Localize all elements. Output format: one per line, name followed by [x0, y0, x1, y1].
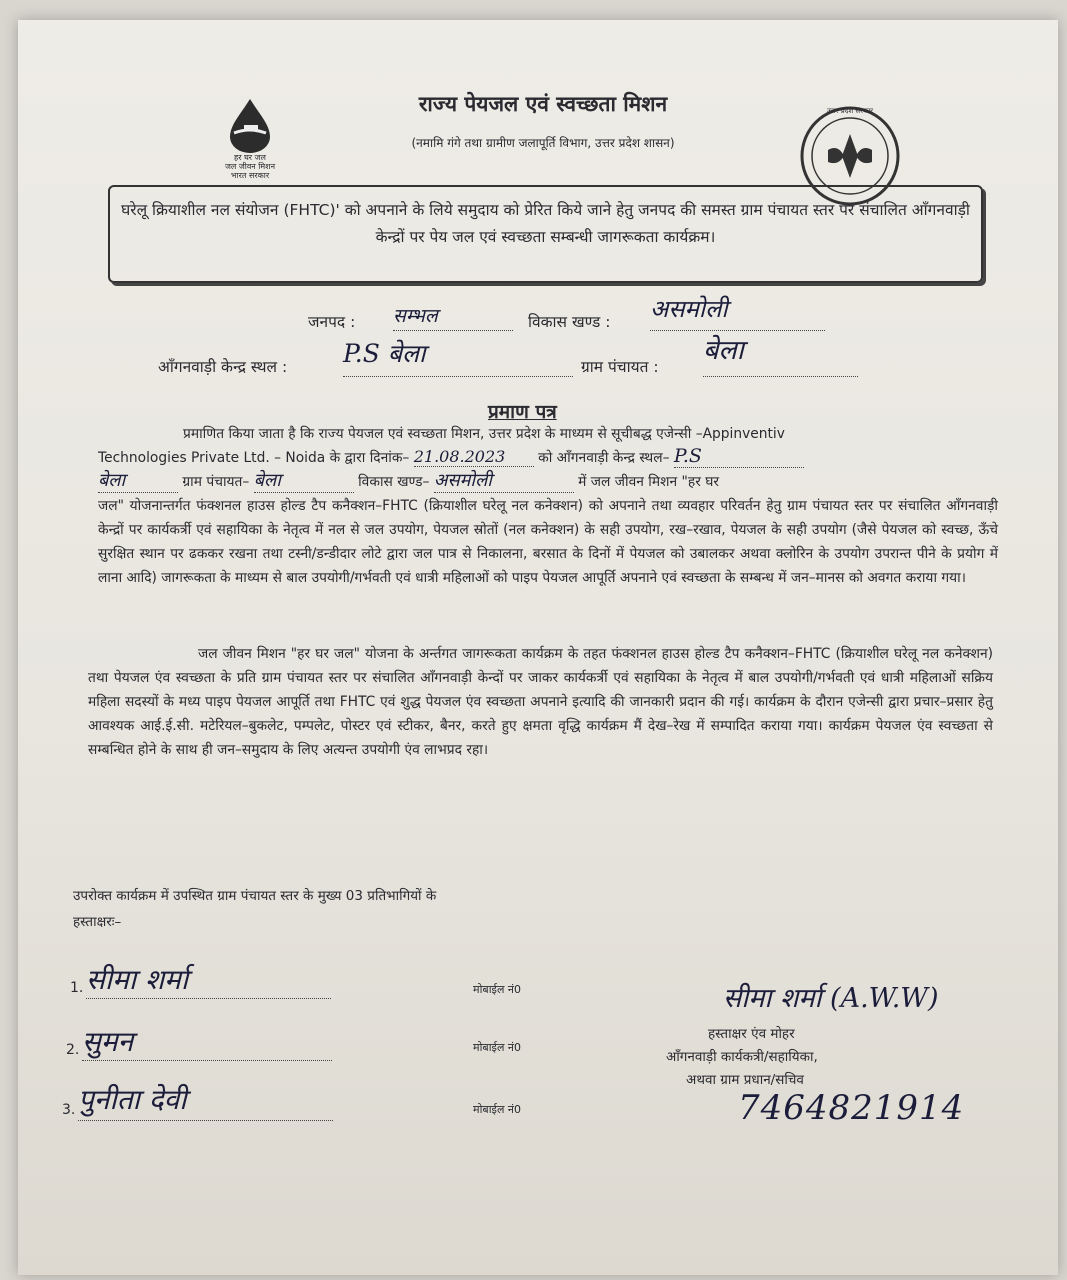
centre-value: P.S बेला — [343, 336, 573, 377]
participant-3-no: 3. — [62, 1102, 76, 1118]
program-box — [108, 185, 983, 283]
participant-2-signature: सुमन — [82, 1022, 332, 1061]
logo-caption-3: भारत सरकार — [230, 171, 270, 180]
participant-1-no: 1. — [70, 980, 84, 996]
para1-mission-text: में जल जीवन मिशन "हर घर — [578, 474, 720, 490]
para1-agency-text: Technologies Private Ltd. – Noida के द्वारा दिनांक– — [98, 450, 410, 466]
date-value: 21.08.2023 — [414, 447, 534, 467]
logo-caption-2: जल जीवन मिशन — [224, 162, 276, 171]
certificate-sheet — [18, 20, 1058, 1275]
signatory-line1: हस्ताक्षर एंव मोहर — [708, 1026, 795, 1042]
participants-sign-label: हस्ताक्षरः– — [73, 914, 122, 930]
district-label: जनपद : — [308, 313, 356, 331]
para1-centre-text: को ऑंगनवाड़ी केन्द्र स्थल– — [538, 450, 670, 466]
gp-value: बेला — [703, 330, 858, 377]
certificate-heading: प्रमाण पत्र — [488, 401, 557, 423]
para1-gp-text: ग्राम पंचायत– — [182, 474, 250, 490]
para1-line2 — [98, 445, 998, 468]
block-value: असमोली — [650, 292, 825, 331]
org-subtitle: (नमामि गंगे तथा ग्रामीण जलापूर्ति विभाग, उत्तर प्रदेश शासन) — [411, 136, 675, 150]
participant-1-mobile-label: मोबाईल नं0 — [473, 983, 522, 996]
participant-3-signature: पुनीता देवी — [78, 1080, 333, 1121]
signatory-phone: 7464821914 — [738, 1088, 965, 1128]
participant-2-mobile-label: मोबाईल नं0 — [473, 1041, 522, 1054]
centre-handwritten: P.S — [674, 445, 804, 468]
jal-jeevan-mission-logo — [200, 95, 300, 185]
para2-body: जल जीवन मिशन "हर घर जल" योजना के अर्न्तगत जागरूकता कार्यक्रम के तहत फंक्शनल हाउस होल्ड टैप कनैक्शन–FHTC (क्रियाशील घरेलू नल कनेक्शन) तथा पेयजल एंव स्वच्छता के प्रति ग्राम पंचायत स्तर पर संचालित ऑंगनवाड़ी केन्दों पर जाकर कार्यकर्त्री एवं सहायिका के नेतृत्व में बाल उपयोगी/गर्भवती एवं धात्री महिलाओं सक्रिय महिला सदस्यों के मध्य पाइप पेयजल आपूर्ति तथा FHTC एवं शुद्ध पेयजल एंव स्वच्छता अपनाने इत्यादि की जानकारी प्रदान की गई। कार्यक्रम के दौरान एजेन्सी द्वारा प्रचार–प्रसार हेतु आवश्यक आई.ई.सी. मटेरियल–बुकलेट, पम्पलेट, पोस्टर एवं स्टीकर, बैनर, करते हुए क्षमता वृद्धि कार्यक्रम मैं देख–रेख में सम्पादित कराया गया। कार्यक्रम पेयजल एंव स्वच्छता से सम्बन्धित होने के साथ ही जन–समुदाय के लिए अत्यन्त उपयोगी एंव लाभप्रद रहा। — [88, 646, 993, 758]
aww-signature: सीमा शर्मा (A.W.W) — [723, 983, 939, 1014]
participant-2-no: 2. — [66, 1042, 80, 1058]
seal-text: उत्तर प्रदेश सरकार — [826, 107, 874, 115]
logo-caption — [210, 153, 290, 180]
gp-label: ग्राम पंचायत : — [581, 358, 659, 376]
para1-block-text: विकास खण्ड– — [358, 474, 430, 490]
participant-1-signature: सीमा शर्मा — [86, 960, 331, 999]
district-value: सम्भल — [393, 302, 513, 331]
program-description: घरेलू क्रियाशील नल संयोजन (FHTC)' को अपनाने के लिये समुदाय को प्रेरित किये जाने हेतु जनपद की समस्त ग्राम पंचायत स्तर पर संचालित ऑंगनवाड़ी केन्द्रों पर पेय जल एवं स्वच्छता सम्बन्धी जागरूकता कार्यक्रम। — [121, 201, 970, 246]
logo-caption-1: हर घर जल — [234, 153, 266, 162]
water-drop-icon — [200, 95, 300, 155]
org-title: राज्य पेयजल एवं स्वच्छता मिशन — [418, 92, 668, 116]
participants-intro: उपरोक्त कार्यक्रम में उपस्थित ग्राम पंचायत स्तर के मुख्य 03 प्रतिभागियों के — [73, 888, 437, 904]
centre-label: ऑंगनवाड़ी केन्द्र स्थल : — [158, 358, 288, 376]
para1-body: जल" योजनान्तर्गत फंक्शनल हाउस होल्ड टैप कनैक्शन–FHTC (क्रियाशील घरेलू नल कनेक्शन) को अपनाने तथा व्यवहार परिवर्तन हेतु ग्राम पंचायत स्तर पर संचालित ऑंगनवाड़ी केन्द्रों पर कार्यकर्त्री एवं सहायिका के नेतृत्व में नल से जल उपयोग, पेयजल स्रोतों (नल कनेक्शन) के सही उपयोग, रख–रखाव, पेयजल के सही उपयोग (जैसे पेयजल को स्वच्छ, ऊँचे सुरक्षित स्थान पर ढककर रखना तथा टस्नी/डन्डीदार लोटे द्वारा जल पात्र से निकालना, बरसात के दिनों में पेयजल को उबालकर अथवा क्लोरिन के उपयोग उपरान्त पीने के प्रयोग में लाना आदि) जागरूकता के माध्यम से बाल उपयोगी/गर्भवती एवं धात्री महिलाओं को पाइप पेयजल आपूर्ति अपनाने एवं स्वच्छता के सम्बन्ध में जन–मानस को अवगत कराया गया। — [98, 498, 998, 586]
block-handwritten: असमोली — [434, 468, 574, 493]
block-label: विकास खण्ड : — [528, 313, 611, 331]
signatory-line2: ऑंगनवाड़ी कार्यकत्री/सहायिका, — [666, 1049, 818, 1065]
para1-line3 — [98, 468, 998, 493]
participant-3-mobile-label: मोबाईल नं0 — [473, 1103, 522, 1116]
gp-handwritten: बेला — [254, 468, 354, 493]
para1-line1: प्रमाणित किया जाता है कि राज्य पेयजल एवं स्वच्छता मिशन, उत्तर प्रदेश के माध्यम से सूचीबद्ध एजेन्सी –Appinventiv — [183, 426, 785, 442]
village-handwritten: बेला — [98, 468, 178, 493]
signatory-line3: अथवा ग्राम प्रधान/सचिव — [686, 1072, 804, 1088]
